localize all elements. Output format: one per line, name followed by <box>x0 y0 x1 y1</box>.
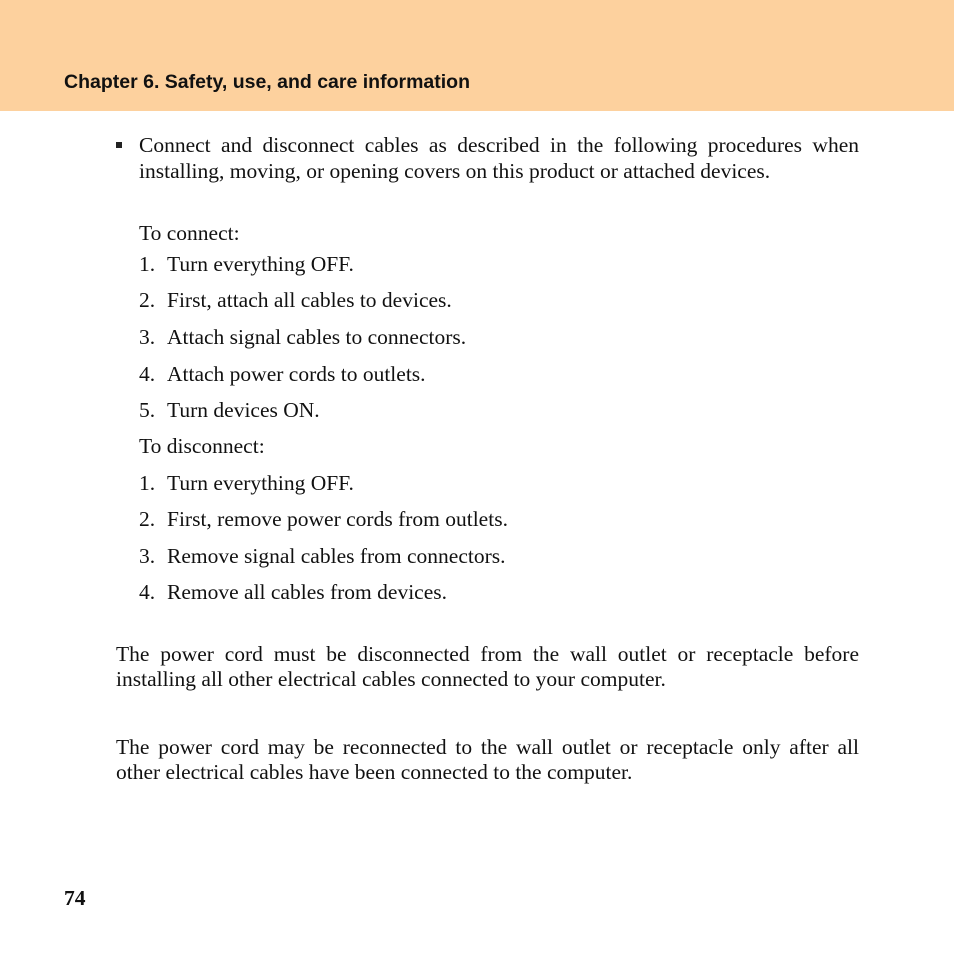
connect-step <box>139 252 354 277</box>
disconnect-step <box>139 507 508 532</box>
step-number: 4. <box>139 580 156 604</box>
square-bullet-icon <box>116 142 122 148</box>
step-text: First, remove power cords from outlets. <box>167 507 508 531</box>
step-text: Remove signal cables from connectors. <box>167 544 506 568</box>
disconnect-heading: To disconnect: <box>139 434 265 458</box>
step-text: First, attach all cables to devices. <box>167 288 452 312</box>
chapter-title: Chapter 6. Safety, use, and care information <box>64 71 470 93</box>
connect-step <box>139 288 452 313</box>
paragraph-disconnect-power: The power cord must be disconnected from the wall outlet or receptacle before installing all other electrical cables connected to your computer. <box>116 642 859 691</box>
step-text: Attach power cords to outlets. <box>167 362 426 386</box>
step-number: 1. <box>139 252 156 276</box>
step-text: Turn everything OFF. <box>167 471 354 495</box>
paragraph-reconnect-power: The power cord may be reconnected to the wall outlet or receptacle only after all other electrical cables have been connected to the computer. <box>116 735 859 784</box>
chapter-header-band <box>0 0 954 111</box>
page-number: 74 <box>64 886 86 910</box>
disconnect-step <box>139 580 447 605</box>
step-text: Attach signal cables to connectors. <box>167 325 467 349</box>
step-number: 3. <box>139 544 156 568</box>
step-number: 1. <box>139 471 156 495</box>
connect-step <box>139 362 426 387</box>
step-number: 2. <box>139 288 156 312</box>
step-text: Turn devices ON. <box>167 398 320 422</box>
connect-heading: To connect: <box>139 221 240 245</box>
disconnect-step <box>139 471 354 496</box>
step-number: 3. <box>139 325 156 349</box>
step-number: 5. <box>139 398 156 422</box>
bullet-text: Connect and disconnect cables as described in the following procedures when installing, moving, or opening covers on this product or attached devices. <box>139 133 859 183</box>
disconnect-step <box>139 544 506 569</box>
connect-step <box>139 325 466 350</box>
connect-step <box>139 398 320 423</box>
step-text: Turn everything OFF. <box>167 252 354 276</box>
step-text: Remove all cables from devices. <box>167 580 447 604</box>
step-number: 2. <box>139 507 156 531</box>
step-number: 4. <box>139 362 156 386</box>
